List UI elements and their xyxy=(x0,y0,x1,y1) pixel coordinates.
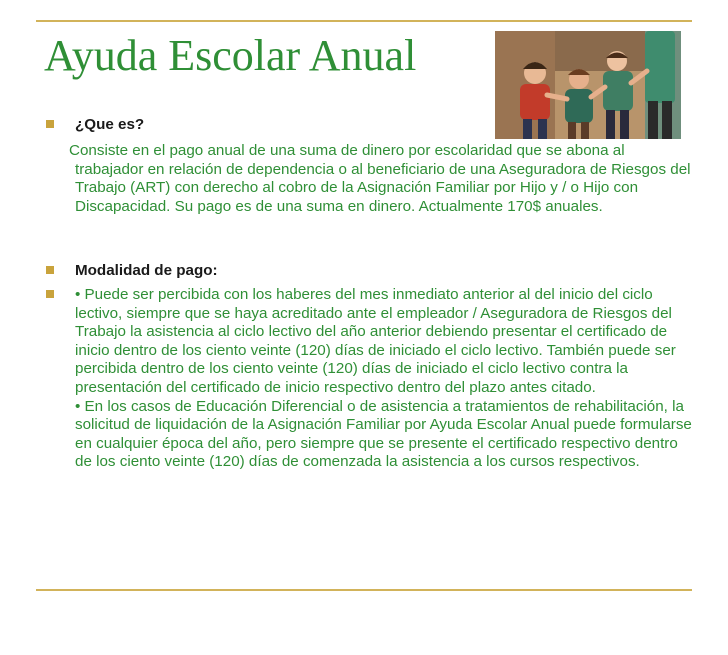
item-heading: ¿Que es? xyxy=(75,116,145,133)
slide-title: Ayuda Escolar Anual xyxy=(44,31,417,80)
bottom-divider xyxy=(36,589,692,591)
bullet-marker xyxy=(46,290,54,298)
bullet-marker xyxy=(46,266,54,274)
bullet-marker xyxy=(46,120,54,128)
children-playing-photo xyxy=(495,31,681,139)
top-divider xyxy=(36,20,692,22)
item-heading: Modalidad de pago: xyxy=(75,262,218,279)
item-body: Consiste en el pago anual de una suma de dinero por escolaridad que se abona al trabajador en relación de dependencia o al beneficiario de una Aseguradora de Riesgos del Trabajo (ART) con derecho al cobro de la Asignación Familiar por Hijo y / o Hijo con Discapacidad. Su pago es de una suma en dinero. Actualmente 170$ anuales. xyxy=(69,142,691,215)
body-paragraph: • Puede ser percibida con los haberes del mes inmediato anterior al del inicio del ciclo lectivo, siempre que se haya acreditado ante el empleador / Aseguradora de Riesgos del Trabajo la asistencia al ciclo lectivo del año anterior debiendo presentar el certificado de inicio dentro de los ciento veinte (120) días de iniciado el ciclo lectivo. También puede ser percibida dentro de los ciento veinte (120) días de iniciado el ciclo lectivo contra la presentación del certificado de inicio respectivo dentro del plazo antes citado. xyxy=(75,286,676,396)
body-paragraph: • En los casos de Educación Diferencial o de asistencia a tratamientos de rehabilitación, la solicitud de liquidación de la Asignación Familiar por Ayuda Escolar Anual puede formularse en cualquier época del año, pero siempre que se presente el certificado respectivo dentro de los ciento veinte (120) días de comenzada la asistencia a los cursos respectivos. xyxy=(75,397,692,471)
item-body xyxy=(75,286,695,472)
